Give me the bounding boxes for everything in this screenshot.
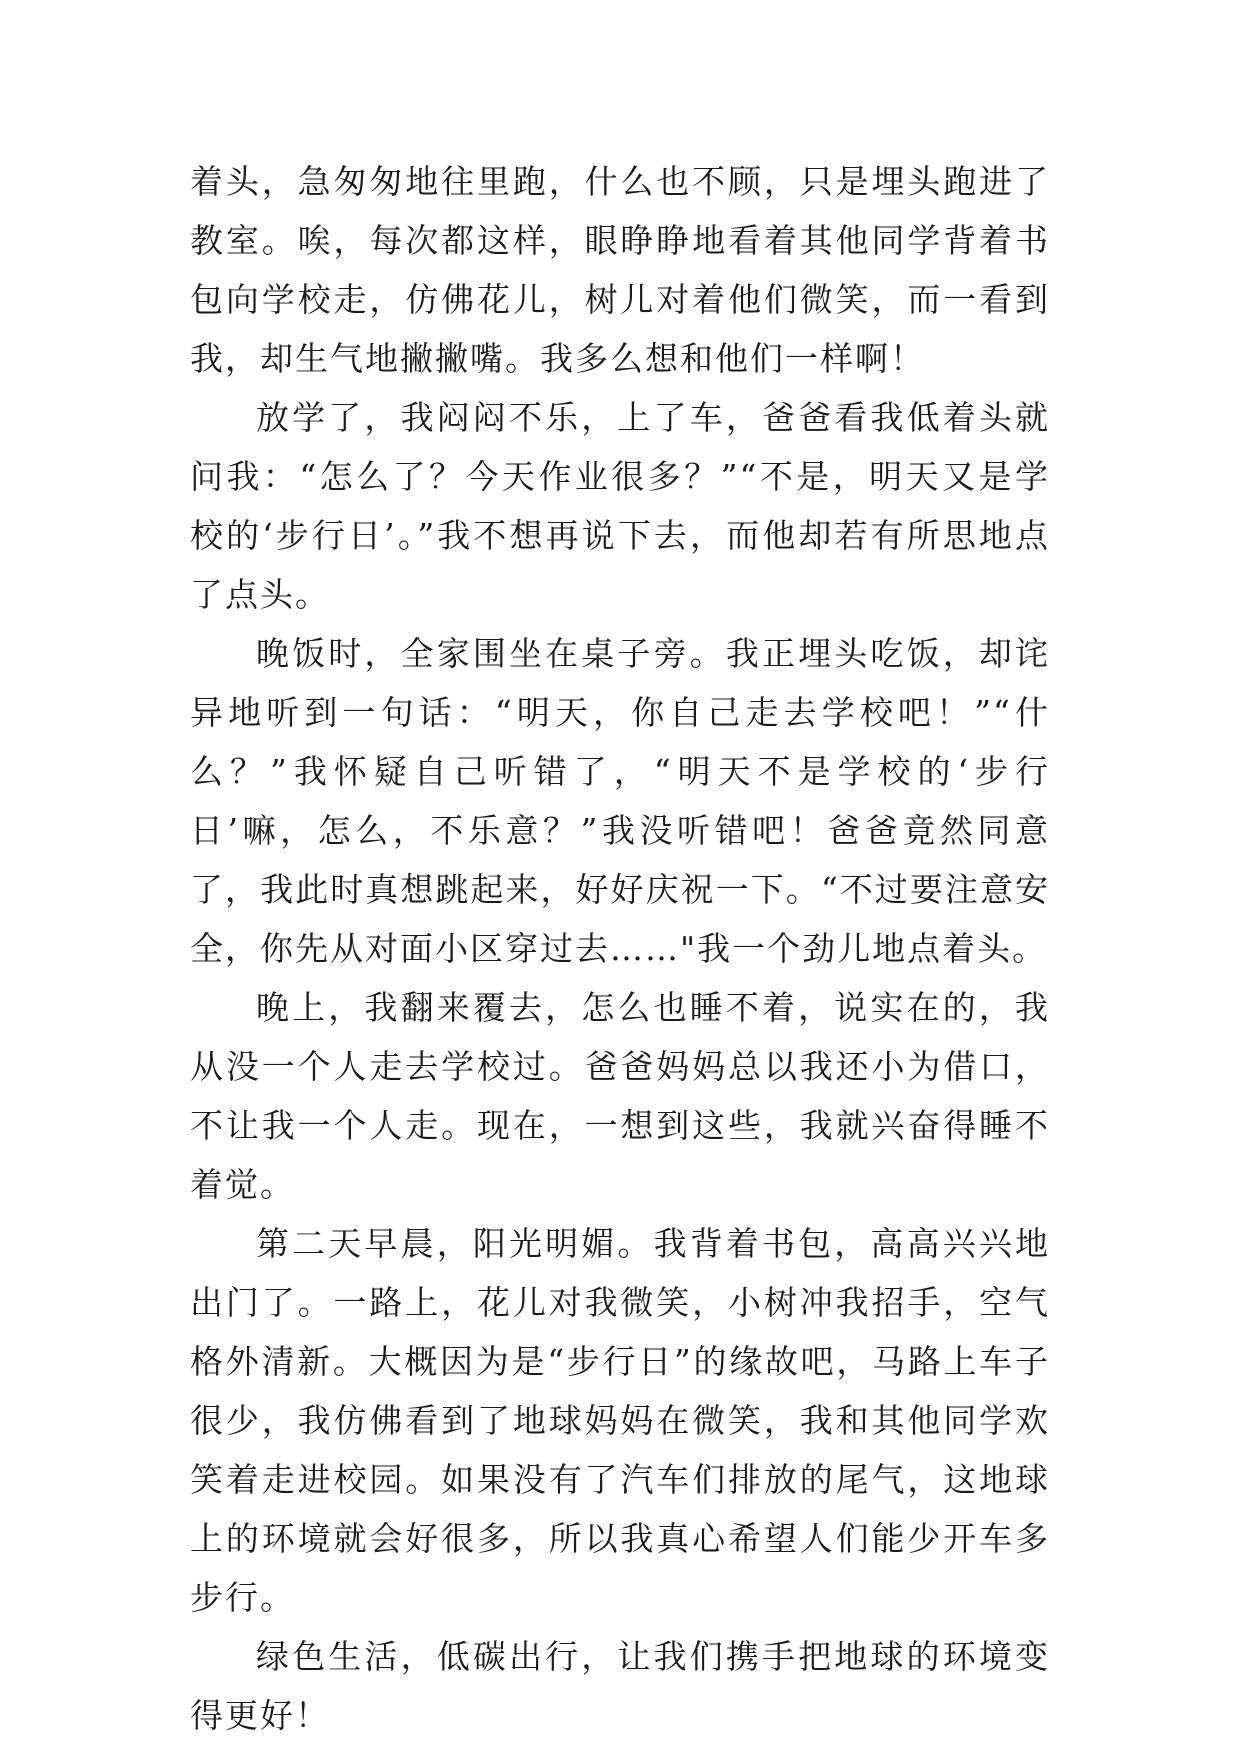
paragraph-5: 第二天早晨，阳光明媚。我背着书包，高高兴兴地出门了。一路上，花儿对我微笑，小树冲我招手，空气格外清新。大概因为是“步行日”的缘故吧，马路上车子很少，我仿佛看到了地球妈妈在微笑，我和其他同学欢笑着走进校园。如果没有了汽车们排放的尾气，这地球上的环境就会好很多，所以我真心希望人们能少开车多步行。: [190, 1224, 1050, 1617]
paragraph-2: 放学了，我闷闷不乐，上了车，爸爸看我低着头就问我：“怎么了？今天作业很多？”“不是，明天又是学校的‘步行日’。”我不想再说下去，而他却若有所思地点了点头。: [190, 398, 1050, 614]
essay-body: [190, 152, 1050, 1745]
paragraph-1: 着头，急匆匆地往里跑，什么也不顾，只是埋头跑进了教室。唉，每次都这样，眼睁睁地看着其他同学背着书包向学校走，仿佛花儿，树儿对着他们微笑，而一看到我，却生气地撇撇嘴。我多么想和他们一样啊！: [190, 162, 1050, 378]
paragraph-3: 晚饭时，全家围坐在桌子旁。我正埋头吃饭，却诧异地听到一句话：“明天，你自己走去学校吧！”“什么？”我怀疑自己听错了，“明天不是学校的‘步行日’嘛，怎么，不乐意？”我没听错吧！爸爸竟然同意了，我此时真想跳起来，好好庆祝一下。“不过要注意安全，你先从对面小区穿过去……"我一个劲儿地点着头。: [190, 634, 1050, 968]
paragraph-4: 晚上，我翻来覆去，怎么也睡不着，说实在的，我从没一个人走去学校过。爸爸妈妈总以我还小为借口，不让我一个人走。现在，一想到这些，我就兴奋得睡不着觉。: [190, 988, 1050, 1204]
paragraph-6: 绿色生活，低碳出行，让我们携手把地球的环境变得更好！: [190, 1637, 1050, 1735]
